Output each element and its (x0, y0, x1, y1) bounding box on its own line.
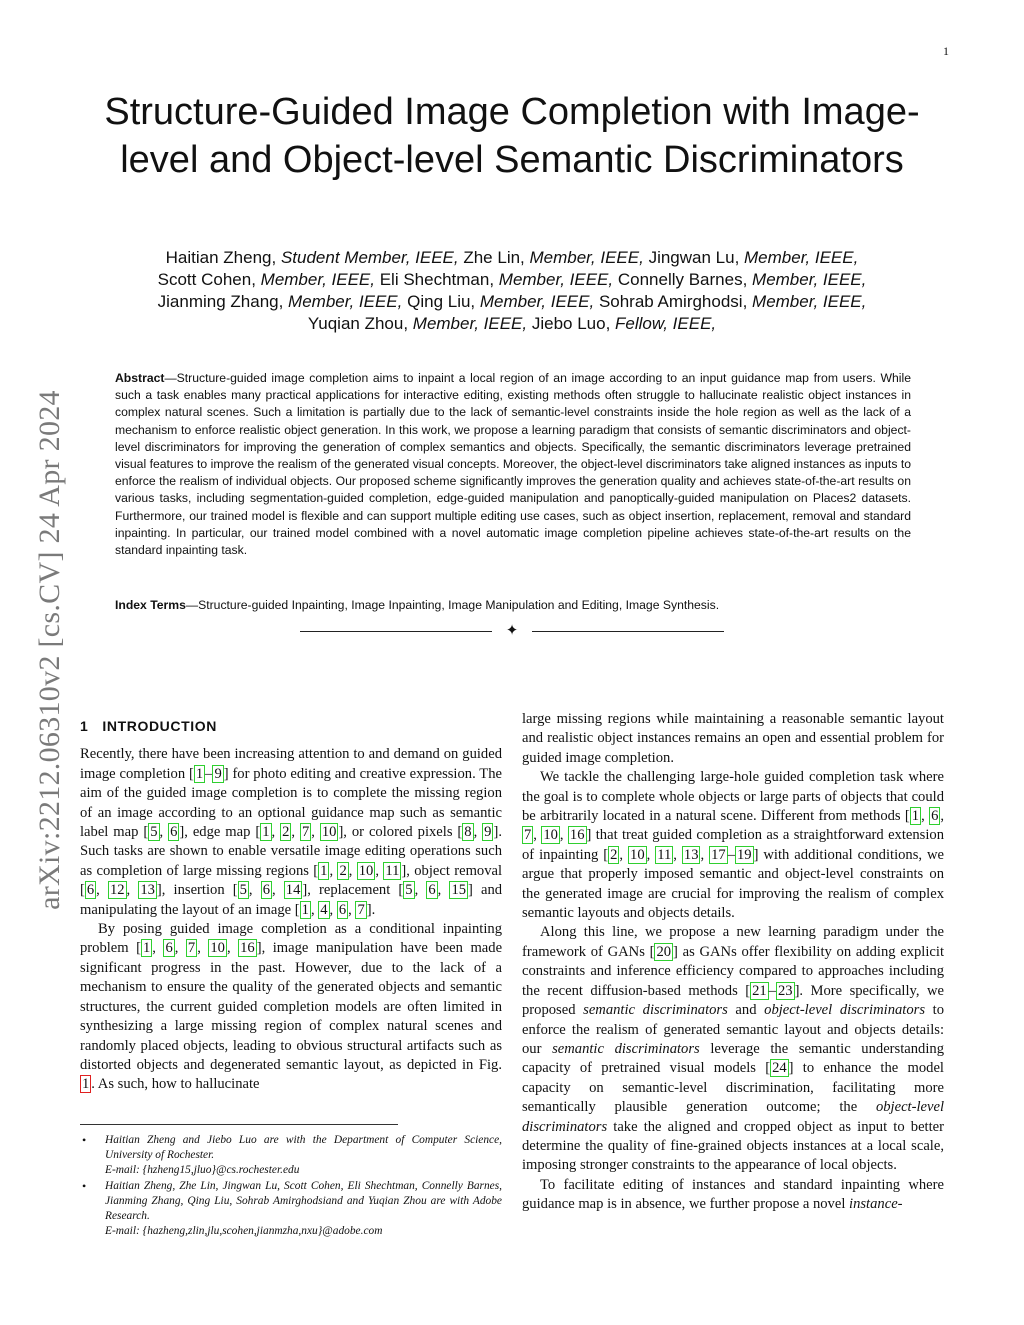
citation-link[interactable]: 6 (170, 824, 178, 841)
author-name: Connelly Barnes, (617, 270, 753, 289)
abstract (115, 370, 911, 559)
citation-link[interactable]: 10 (210, 940, 225, 957)
footnote-text: Haitian Zheng and Jiebo Luo are with the Department of Computer Science, University of Rochester. (105, 1134, 502, 1161)
index-terms (115, 597, 911, 614)
citation-link[interactable]: 15 (451, 882, 467, 899)
author-affiliation: Fellow, IEEE, (615, 314, 717, 333)
citation-link[interactable]: 1 (320, 862, 328, 879)
left-paragraph-2: By posing guided image completion as a conditional inpainting problem [ 1 , 6 , 7 , 10 , 16 ], image manipulation have been made significant progress in the past. However, due to the lack of a mechanism to ensure the quality of the generated objects and semantic structures, the current guided completion models are often limited in synthesizing a large missing region of complex natural scenes and randomly placed objects, leading to obvious structural artifacts such as distorted objects and degenerated semantic layout, as depicted in Fig. 1 . As such, how to hallucinate (80, 921, 503, 1093)
arxiv-stamp: arXiv:2212.06310v2 [cs.CV] 24 Apr 2024 (33, 390, 66, 910)
citation-link[interactable]: 5 (405, 882, 413, 899)
citation-link[interactable]: 21 (752, 982, 767, 999)
footnote-rule (80, 1124, 398, 1125)
citation-link[interactable]: 6 (262, 882, 270, 899)
author-affiliation: Member, IEEE, (479, 292, 595, 311)
citation-link[interactable]: 2 (339, 862, 347, 879)
right-paragraph-4: To facilitate editing of instances and standard inpainting where guidance map is in absence, we further propose a novel instance- (522, 1176, 944, 1213)
citation-link[interactable]: 11 (385, 862, 400, 879)
citation-link[interactable]: 24 (772, 1060, 787, 1077)
author-name: Sohrab Amirghodsi, (598, 292, 753, 311)
citation-link[interactable]: 1 (911, 808, 920, 825)
citation-link[interactable]: 20 (656, 943, 672, 960)
section-number: 1 (80, 718, 89, 734)
citation-link[interactable]: 19 (736, 846, 752, 863)
emphasis: semantic discriminators (552, 1040, 700, 1057)
citation-link[interactable]: 6 (428, 882, 436, 899)
citation-link[interactable]: 9 (484, 824, 492, 841)
emphasis: object-level discriminators (764, 1002, 925, 1019)
section-divider (300, 622, 724, 640)
right-paragraph-1: large missing regions while maintaining a reasonable semantic layout and realistic object instances remains an open and essential problem for guided image completion. (522, 711, 944, 766)
citation-link[interactable]: 5 (239, 882, 247, 899)
author-name: Yuqian Zhou, (307, 314, 413, 333)
author-affiliation: Member, IEEE, (744, 248, 859, 267)
author-name: Jiebo Luo, (531, 314, 616, 333)
footnote-text: Haitian Zheng, Zhe Lin, Jingwan Lu, Scott Cohen, Eli Shechtman, Connelly Barnes, Jianming Zhang, Qing Liu, Sohrab Amirghodsiand and Yuqian Zhou are with Adobe Research. (105, 1180, 502, 1222)
author-list (90, 247, 934, 335)
author-name: Zhe Lin, (463, 248, 530, 267)
emphasis: semantic discriminators (583, 1002, 728, 1019)
footnote (80, 1179, 502, 1239)
right-paragraph-3: Along this line, we propose a new learning paradigm under the framework of GANs [ 20 ] as GANs offer flexibility on adding explicit constraints and inference efficiency compared to approaches including the recent diffusion-based methods [ 21 – 23 ]. More specifically, we proposed semantic discriminators and object-level discriminators to enforce the realism of generated semantic layout and objects details: our semantic discriminators leverage the semantic understanding capacity of pretrained visual models [ 24 ] to enhance the model capacity on semantic-level discrimination, facilitating more semantically plausible generation outcome; the object-level discriminators take the aligned and cropped object as input to better determine the quality of fine-grained objects instances at a local scale, imposing stronger constraints to the appearance of local objects. (522, 924, 945, 1174)
citation-link[interactable]: 6 (931, 808, 939, 825)
figure-link[interactable]: 1 (82, 1076, 90, 1093)
citation-link[interactable]: 1 (301, 901, 309, 918)
citation-link[interactable]: 10 (321, 824, 337, 841)
right-paragraph-2: We tackle the challenging large-hole guided completion task where the goal is to complete whole objects or large parts of objects that could be arbitrarily located in a natural scene. Different from methods [ 1 , 6 , 7 , 10 , 16 ] that treat guided completion as a straightforward extension of inpainting [ 2 , 10 , 11 , 13 , 17 – 19 ] with additional conditions, we argue that properly imposed semantic and object-level constraints on the generated image are crucial for improving the realism of complex semantic layouts and objects details. (522, 769, 945, 922)
index-terms-text: —Structure-guided Inpainting, Image Inpainting, Image Manipulation and Editing, Image Synthesis. (185, 598, 720, 612)
footnote (80, 1133, 502, 1178)
citation-link[interactable]: 11 (657, 846, 672, 863)
divider-star-icon: ✦ (505, 623, 519, 639)
section-title: INTRODUCTION (102, 718, 217, 734)
footnote-email: E-mail: {hzheng15,jluo}@cs.rochester.edu (105, 1164, 300, 1176)
citation-link[interactable]: 7 (301, 824, 310, 841)
citation-link[interactable]: 1 (195, 765, 204, 782)
emphasis: instance- (849, 1196, 903, 1213)
footnotes (80, 1133, 502, 1240)
citation-link[interactable]: 14 (285, 882, 301, 899)
citation-link[interactable]: 9 (214, 765, 222, 782)
abstract-label: Abstract (115, 371, 165, 385)
author-affiliation: Member, IEEE, (752, 292, 867, 311)
author-name: Jingwan Lu, (648, 248, 745, 267)
citation-link[interactable]: 8 (464, 824, 472, 841)
citation-link[interactable]: 1 (143, 940, 151, 957)
divider-line-left (300, 631, 492, 632)
author-affiliation: Student Member, IEEE, (280, 248, 459, 267)
citation-link[interactable]: 1 (262, 824, 270, 841)
citation-link[interactable]: 4 (320, 901, 328, 918)
citation-link[interactable]: 6 (338, 901, 347, 918)
author-affiliation: Member, IEEE, (288, 292, 403, 311)
citation-link[interactable]: 2 (282, 824, 290, 841)
author-affiliation: Member, IEEE, (498, 270, 614, 289)
paper-title: Structure-Guided Image Completion with Image-level and Object-level Semantic Discriminators (104, 91, 920, 181)
citation-link[interactable]: 7 (524, 827, 532, 844)
citation-link[interactable]: 7 (187, 940, 196, 957)
citation-link[interactable]: 13 (140, 882, 155, 899)
author-affiliation: Member, IEEE, (260, 270, 375, 289)
citation-link[interactable]: 5 (150, 824, 158, 841)
author-name: Scott Cohen, (157, 270, 261, 289)
citation-link[interactable]: 12 (109, 882, 125, 899)
author-affiliation: Member, IEEE, (529, 248, 644, 267)
author-name: Jianming Zhang, (157, 292, 289, 311)
citation-link[interactable]: 16 (240, 940, 255, 957)
abstract-text: —Structure-guided image completion aims to inpaint a local region of an image according to an input guidance map from users. While such a task enables many practical applications for interactive editing, existing methods often struggle to hallucinate realistic object instances in complex natural scenes. Such a limitation is partially due to the lack of semantic-level constraints inside the hole region as well as the lack of a mechanism to enforce realistic object generation. In this work, we propose a learning paradigm that consists of semantic discriminators and object-level discriminators for improving the generation of complex semantics and objects. Specifically, the semantic discriminators leverage pretrained visual features to improve the realism of the generated visual concepts. Moreover, the object-level discriminators take aligned instances as inputs to enforce the realism of individual objects. Our proposed scheme significantly improves the generation quality and achieves state-of-the-art results on various tasks, including segmentation-guided completion, edge-guided manipulation and panoptically-guided manipulation on Places2 datasets. Furthermore, our trained model is flexible and can support multiple editing use cases, such as object insertion, replacement, removal and standard inpainting. In particular, our trained model combined with a novel automatic image completion pipeline achieves state-of-the-art results on the standard inpainting task. (115, 371, 911, 558)
author-name: Haitian Zheng, (165, 248, 281, 267)
citation-link[interactable]: 17 (711, 846, 726, 863)
citation-link[interactable]: 10 (543, 827, 558, 844)
author-name: Eli Shechtman, (379, 270, 499, 289)
author-affiliation: Member, IEEE, (412, 314, 528, 333)
left-column (80, 717, 502, 1095)
citation-link[interactable]: 6 (165, 940, 173, 957)
right-column (522, 710, 944, 1215)
citation-link[interactable]: 2 (610, 846, 618, 863)
author-name: Qing Liu, (407, 292, 480, 311)
emphasis: object-level discriminators (522, 1099, 944, 1135)
citation-link[interactable]: 16 (569, 827, 585, 844)
citation-link[interactable]: 23 (777, 982, 793, 999)
citation-link[interactable]: 7 (357, 901, 365, 918)
citation-link[interactable]: 10 (630, 846, 645, 863)
bullet-icon: • (82, 1133, 87, 1147)
citation-link[interactable]: 6 (86, 882, 95, 899)
left-paragraph-1: Recently, there have been increasing attention to and demand on guided image completion [ 1 – 9 ] for photo editing and creative expression. The aim of the guided image completion is to complete the missing region of an image according to an optional guidance map such as semantic label map [ 5 , 6 ], edge map [ 1 , 2 , 7 , 10 ], or colored pixels [ 8 , 9 ]. Such tasks are shown to enable versatile image editing operations such as completion of large missing regions [ 1 , 2 , 10 , 11 ], object removal [ 6 , 12 , 13 ], insertion [ 5 , 6 , 14 ], replacement [ 5 , 6 , 15 ] and manipulating the layout of an image [ 1 , 4 , 6 , 7 ]. (80, 746, 503, 918)
citation-link[interactable]: 13 (683, 846, 699, 863)
footnote-email: E-mail: {hazheng,zlin,jlu,scohen,jianmzha,nxu}@adobe.com (105, 1225, 383, 1237)
author-affiliation: Member, IEEE, (752, 270, 867, 289)
citation-link[interactable]: 10 (358, 862, 374, 879)
index-terms-label: Index Terms (115, 598, 186, 612)
page-number: 1 (943, 44, 949, 58)
bullet-icon: • (82, 1179, 87, 1193)
divider-line-right (532, 631, 724, 632)
section-heading (80, 717, 502, 736)
